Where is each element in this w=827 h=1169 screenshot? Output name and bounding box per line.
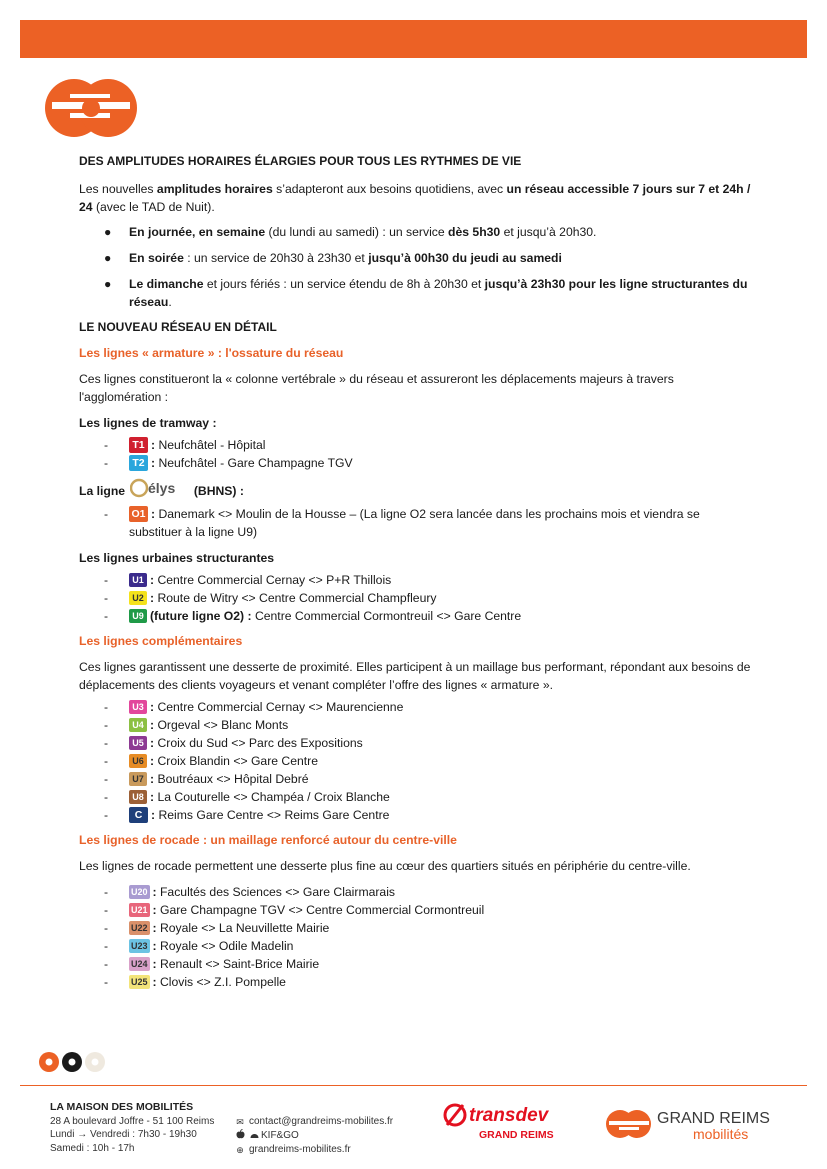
globe-icon: ⊕	[236, 1145, 244, 1155]
bullet-item: ● En soirée : un service de 20h30 à 23h30 et jusqu’à 00h30 du jeudi au samedi	[104, 251, 562, 265]
line-badge-u8: U8	[129, 790, 147, 804]
list-item: - U25 : Clovis <> Z.I. Pompelle	[104, 975, 286, 989]
list-item: - U8 : La Couturelle <> Champéa / Croix Blanche	[104, 790, 390, 804]
line-badge-u3: U3	[129, 700, 147, 714]
list-item: - U5 : Croix du Sud <> Parc des Expositions	[104, 736, 363, 750]
list-item: - U6 : Croix Blandin <> Gare Centre	[104, 754, 319, 768]
orelys-title: La ligne élys (BHNS) :	[79, 480, 244, 498]
footer-email[interactable]: contact@grandreims-mobilites.fr	[249, 1116, 394, 1127]
list-item: - U24 : Renault <> Saint-Brice Mairie	[104, 957, 320, 971]
decorative-dots	[38, 1050, 108, 1074]
footer-hours-weekday: Lundi → Vendredi : 7h30 - 19h30	[50, 1129, 197, 1140]
footer-address	[50, 1101, 214, 1155]
orelys-logo	[130, 478, 188, 498]
list-item: - U23 : Royale <> Odile Madelin	[104, 939, 294, 953]
line-badge-c: C	[129, 807, 148, 823]
grand-reims-logo	[40, 77, 142, 139]
line-badge-u4: U4	[129, 718, 147, 732]
urban-list	[79, 571, 751, 625]
line-badge-t2: T2	[129, 455, 148, 471]
line-badge-u23: U23	[131, 941, 148, 951]
armature-text: Ces lignes constitueront la « colonne vertébrale » du réseau et assureront les déplacements majeurs à travers l'agglomération :	[79, 372, 674, 404]
list-item: - O1 : Danemark <> Moulin de la Housse – (La ligne O2 sera lancée dans les prochains mois et viendra se substituer à la ligne U9)	[104, 507, 700, 539]
line-badge-u6: U6	[129, 754, 147, 768]
list-item: - U4 : Orgeval <> Blanc Monts	[104, 718, 289, 732]
footer-hours-saturday: Samedi : 10h - 17h	[50, 1142, 135, 1154]
footer-divider	[20, 1085, 807, 1086]
footer-org: LA MAISON DES MOBILITÉS	[50, 1101, 194, 1113]
android-icon	[249, 1129, 259, 1143]
footer-web[interactable]: grandreims-mobilites.fr	[249, 1144, 351, 1155]
section-title-amplitudes: DES AMPLITUDES HORAIRES ÉLARGIES POUR TOUS LES RYTHMES DE VIE	[79, 154, 522, 168]
list-item: - U7 : Boutréaux <> Hôpital Debré	[104, 772, 309, 786]
rocade-list	[79, 883, 751, 991]
tram-title: Les lignes de tramway :	[79, 416, 217, 430]
line-badge-o1: O1	[129, 506, 148, 522]
orelys-list	[79, 505, 751, 541]
line-badge-u20: U20	[131, 887, 148, 897]
line-badge-u24: U24	[131, 959, 148, 969]
hours-bullets	[79, 223, 751, 311]
complementary-title: Les lignes complémentaires	[79, 634, 243, 648]
orelys-logo-text: élys	[148, 480, 176, 496]
list-item: - T2 : Neufchâtel - Gare Champagne TGV	[104, 456, 353, 470]
list-item: - U20 : Facultés des Sciences <> Gare Clairmarais	[104, 885, 396, 899]
top-banner	[20, 20, 807, 58]
urban-title: Les lignes urbaines structurantes	[79, 551, 275, 565]
section-title-network: LE NOUVEAU RÉSEAU EN DÉTAIL	[79, 320, 277, 334]
complementary-list	[79, 698, 751, 824]
line-badge-u1: U1	[129, 573, 147, 587]
mail-icon: ✉	[236, 1117, 244, 1127]
bullet-item: ● Le dimanche et jours fériés : un service étendu de 8h à 20h30 et jusqu’à 23h30 pour les ligne structurantes du réseau.	[104, 277, 748, 309]
rocade-title: Les lignes de rocade : un maillage renforcé autour du centre-ville	[79, 833, 457, 847]
grand-reims-name: GRAND REIMS	[657, 1110, 770, 1127]
line-badge-u9: U9	[129, 609, 147, 623]
line-badge-t1: T1	[129, 437, 148, 453]
line-badge-u25: U25	[131, 977, 148, 987]
tram-list	[79, 436, 751, 472]
list-item: - U3 : Centre Commercial Cernay <> Maurencienne	[104, 700, 404, 714]
intro-paragraph: Les nouvelles amplitudes horaires s’adapteront aux besoins quotidiens, avec un réseau accessible 7 jours sur 7 et 24h / 24 (avec le TAD de Nuit).	[79, 182, 751, 214]
transdev-sub: GRAND REIMS	[479, 1129, 554, 1141]
transdev-name: transdev	[469, 1105, 549, 1126]
grand-reims-sub: mobilités	[693, 1126, 749, 1142]
list-item: - U9 (future ligne O2) : Centre Commercial Cormontreuil <> Gare Centre	[104, 609, 522, 623]
line-badge-u7: U7	[129, 772, 147, 786]
list-item: - U1 : Centre Commercial Cernay <> P+R Thillois	[104, 573, 392, 587]
list-item: - U22 : Royale <> La Neuvillette Mairie	[104, 921, 330, 935]
footer-street: 28 A boulevard Joffre - 51 100 Reims	[50, 1115, 215, 1127]
main-content	[79, 152, 751, 991]
rocade-text: Les lignes de rocade permettent une desserte plus fine au cœur des quartiers situés en périphérie du centre-ville.	[79, 859, 691, 873]
list-item: - T1 : Neufchâtel - Hôpital	[104, 438, 266, 452]
list-item: - C : Reims Gare Centre <> Reims Gare Centre	[104, 808, 390, 822]
line-badge-u5: U5	[129, 736, 147, 750]
line-badge-u2: U2	[129, 591, 147, 605]
armature-title: Les lignes « armature » : l'ossature du réseau	[79, 346, 344, 360]
list-item: - U21 : Gare Champagne TGV <> Centre Commercial Cormontreuil	[104, 903, 485, 917]
line-badge-u22: U22	[131, 923, 148, 933]
complementary-text: Ces lignes garantissent une desserte de proximité. Elles participent à un maillage bus performant, répondant aux besoins de déplacements des clients voyageurs et venant compléter l’offre des lignes « armature ».	[79, 660, 751, 692]
footer-contact	[233, 1115, 393, 1157]
list-item: - U2 : Route de Witry <> Centre Commercial Champfleury	[104, 591, 437, 605]
footer-app[interactable]: KIF&GO	[261, 1130, 299, 1141]
grand-reims-mobilites-logo	[605, 1106, 785, 1142]
apple-icon	[233, 1129, 247, 1143]
bullet-item: ● En journée, en semaine (du lundi au samedi) : un service dès 5h30 et jusqu’à 20h30.	[104, 225, 597, 239]
line-badge-u21: U21	[131, 905, 148, 915]
transdev-logo	[443, 1101, 568, 1141]
